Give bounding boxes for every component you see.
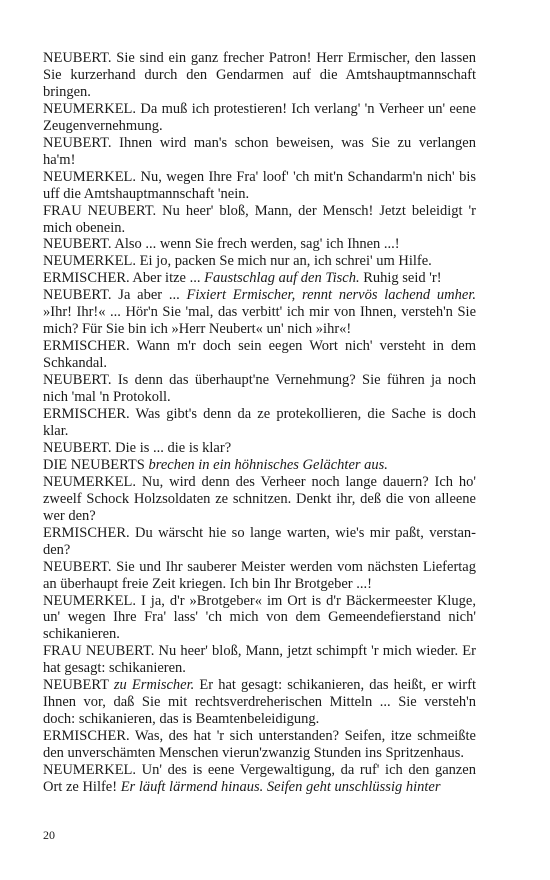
dialogue-text: NEUMERKEL. Da muß ich protestieren! Ich verlang' 'n Verheer un' eene Zeugenvernehmung.	[43, 100, 476, 134]
dialogue-paragraph	[43, 287, 476, 338]
dialogue-paragraph	[43, 169, 476, 203]
dialogue-paragraph	[43, 372, 476, 406]
dialogue-text: NEUBERT. Ja aber ...	[43, 287, 187, 304]
dialogue-text: ERMISCHER. Was, des hat 'r sich unterstanden? Seifen, itze schmeißte den unverschämten Menschen vierun'zwanzig Stunden ins Spritzenhaus.	[43, 728, 476, 762]
dialogue-paragraph	[43, 593, 476, 644]
dialogue-text: FRAU NEUBERT. Nu heer' bloß, Mann, der Mensch! Jetzt beleidigt 'r mich obenein.	[43, 202, 476, 236]
dialogue-paragraph	[43, 236, 476, 253]
dialogue-text: NEUBERT. Sie sind ein ganz frecher Patron! Herr Ermischer, den lassen Sie kurzerhand durch den Gendarmen auf die Amtshauptmannschaft bringen.	[43, 50, 476, 100]
stage-direction: brechen in ein höhnisches Gelächter aus.	[148, 456, 388, 473]
dialogue-text: Er hat gesagt: schikanieren, das heißt, er wirft Ihnen vor, daß Sie mit rechtsverdreherischen Mitteln ... Sie versteh'n doch: schikanieren, das is Beamtenbeleidigung.	[43, 677, 476, 728]
dialogue-paragraph	[43, 50, 476, 101]
page-text-block	[43, 50, 476, 796]
dialogue-text: »Ihr! Ihr!« ... Hör'n Sie 'mal, das verbitt' ich mir von Ihnen, versteh'n Sie mich? Für Sie bin ich »Herr Neubert« un' nich »ihr«!	[43, 304, 476, 338]
dialogue-text: NEUMERKEL. Un' des is eene Vergewaltigung, da ruf' ich den ganzen Ort ze Hilfe!	[43, 762, 476, 795]
dialogue-text: NEUBERT	[43, 677, 114, 694]
dialogue-text: ERMISCHER. Du wärscht hie so lange warten, wie's mir paßt, verstanden?	[43, 524, 476, 558]
stage-direction: Er läuft lärmend hinaus. Seifen geht unschlüssig hinter	[120, 778, 441, 795]
dialogue-paragraph	[43, 457, 476, 474]
dialogue-text: NEUMERKEL. Nu, wegen Ihre Fra' loof' 'ch mit'n Schandarm'n nich' bis uff die Amtshauptmannschaft 'nein.	[43, 168, 476, 202]
dialogue-text: DIE NEUBERTS	[43, 456, 149, 473]
dialogue-paragraph	[43, 270, 476, 287]
dialogue-text: NEUBERT. Sie und Ihr sauberer Meister werden vom nächsten Liefertag an überhaupt freie Zeit kriegen. Ich bin Ihr Brotgeber ...!	[43, 558, 476, 592]
dialogue-text: NEUMERKEL. Ei jo, packen Se mich nur an, ich schrei' um Hilfe.	[43, 253, 432, 270]
dialogue-text: NEUBERT. Also ... wenn Sie frech werden, sag' ich Ihnen ...!	[43, 236, 400, 253]
page-number: 20	[43, 828, 55, 842]
dialogue-paragraph	[43, 643, 476, 677]
dialogue-paragraph	[43, 559, 476, 593]
dialogue-text: ERMISCHER. Wann m'r doch sein eegen Wort nich' versteht in dem Schkandal.	[43, 338, 476, 372]
dialogue-text: NEUBERT. Ihnen wird man's schon beweisen, was Sie zu verlangen ha'm!	[43, 134, 476, 168]
stage-direction: Faustschlag auf den Tisch.	[204, 270, 360, 287]
stage-direction: zu Ermischer.	[113, 677, 195, 694]
dialogue-text: NEUBERT. Die is ... die is klar?	[43, 439, 232, 456]
dialogue-text: NEUBERT. Is denn das überhaupt'ne Vernehmung? Sie führen ja noch nich 'mal 'n Protokoll.	[43, 372, 476, 406]
dialogue-paragraph	[43, 101, 476, 135]
dialogue-text: NEUMERKEL. I ja, d'r »Brotgeber« im Ort is d'r Bäckermeester Kluge, un' wegen Ihre Fra' lass' 'ch mich von dem Gemeendefierstand nich' schikanieren.	[43, 592, 476, 643]
dialogue-paragraph	[43, 440, 476, 457]
dialogue-text: ERMISCHER. Aber itze ...	[43, 270, 205, 287]
dialogue-paragraph	[43, 525, 476, 559]
dialogue-paragraph	[43, 677, 476, 728]
dialogue-paragraph	[43, 135, 476, 169]
dialogue-paragraph	[43, 406, 476, 440]
dialogue-text: ERMISCHER. Was gibt's denn da ze protekollieren, die Sache is doch klar.	[43, 406, 476, 439]
dialogue-text: FRAU NEUBERT. Nu heer' bloß, Mann, jetzt schimpft 'r mich wieder. Er hat gesagt: schikanieren.	[43, 643, 476, 677]
dialogue-paragraph	[43, 474, 476, 525]
dialogue-paragraph	[43, 253, 476, 270]
dialogue-paragraph	[43, 728, 476, 762]
dialogue-paragraph	[43, 203, 476, 237]
stage-direction: Fixiert Ermischer, rennt nervös lachend umher.	[186, 287, 476, 304]
dialogue-text: NEUMERKEL. Nu, wird denn des Verheer noch lange dauern? Ich ho' zweelf Schock Holzsoldaten ze schnitzen. Denkt ihr, deß die von alleene wer den?	[43, 473, 476, 524]
dialogue-paragraph	[43, 762, 476, 796]
dialogue-text: Ruhig seid 'r!	[359, 270, 442, 287]
dialogue-paragraph	[43, 338, 476, 372]
